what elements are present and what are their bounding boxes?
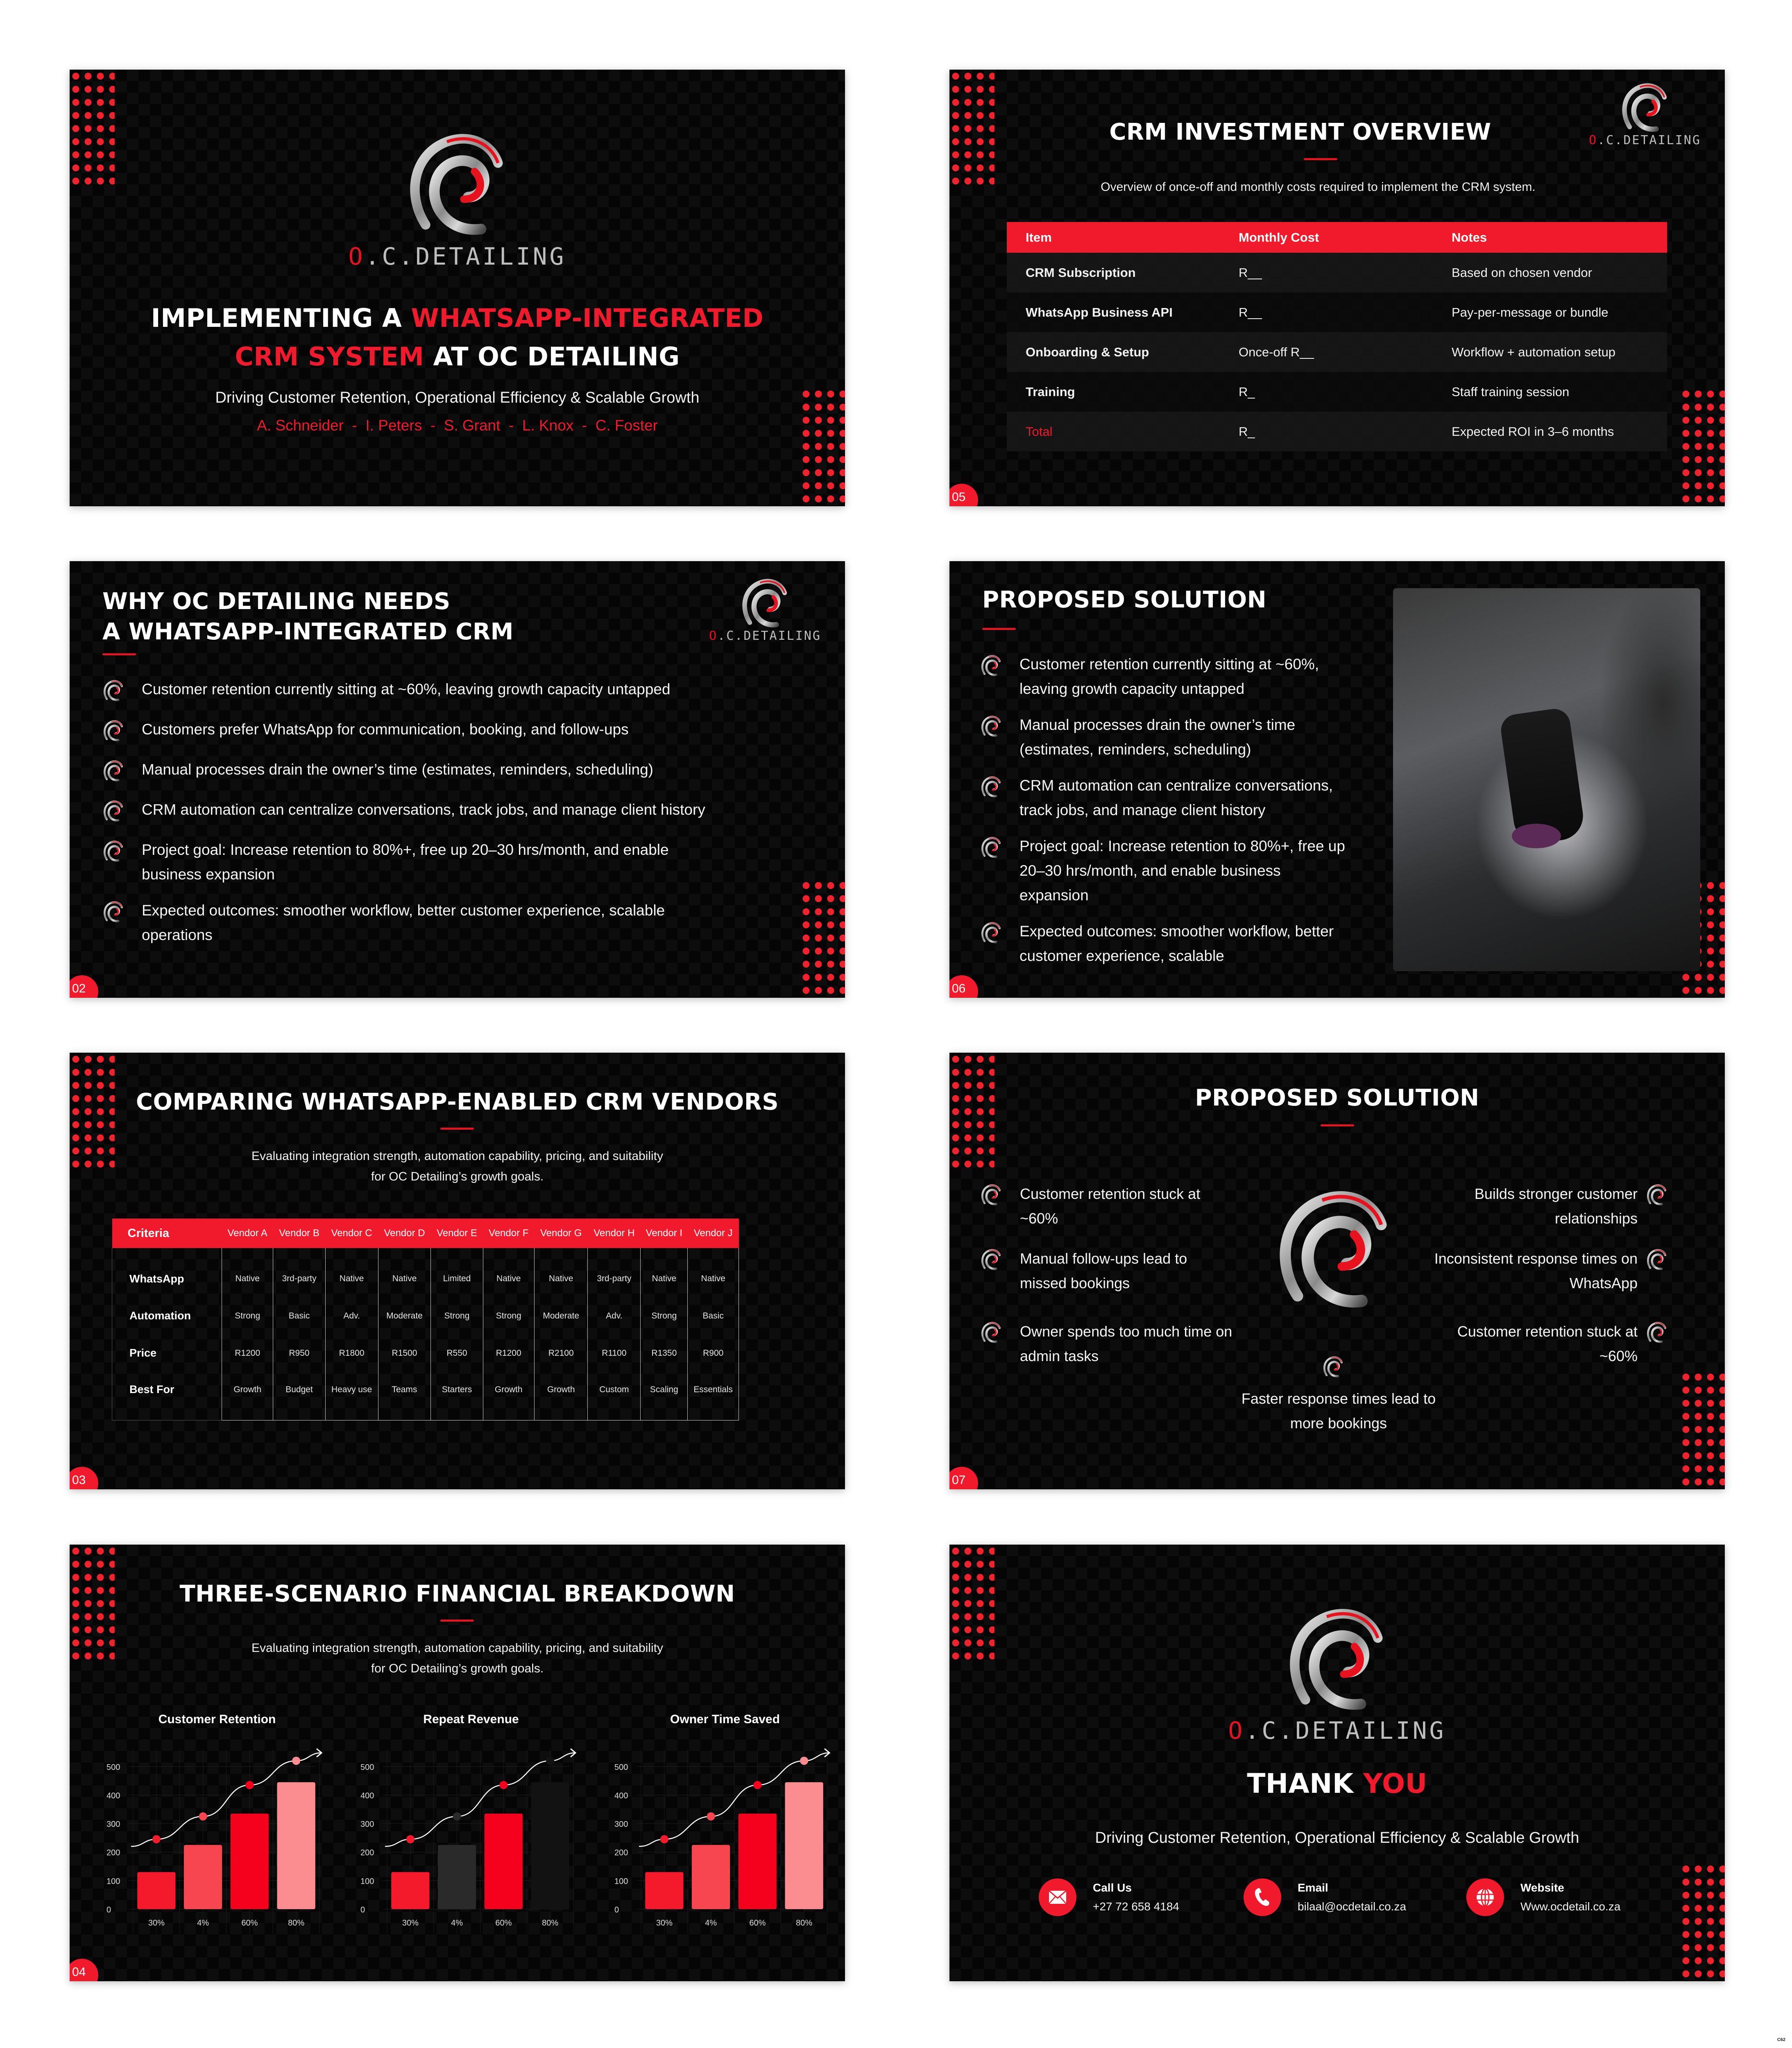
decorative-dots [1680, 1862, 1725, 1981]
list-item: Manual processes drain the owner’s time (estimates, reminders, scheduling) [102, 757, 717, 782]
list-item: Expected outcomes: smoother workflow, better customer experience, scalable operations [102, 898, 717, 947]
slide-vendor-comparison[interactable] [70, 1053, 845, 1489]
chart-owner-time-saved: Owner Time Saved 0 100 200 300 400 500 30% 4% 60% 80% [602, 1713, 845, 1942]
table-row: Onboarding & Setup Once-off R__ Workflow + automation setup [1007, 332, 1667, 372]
list-item: CRM automation can centralize conversations, track jobs, and manage client history [980, 773, 1349, 822]
table-row-total: Total R_ Expected ROI in 3–6 months [1007, 412, 1667, 451]
investment-table [1007, 222, 1667, 451]
slide-number-badge: 07 [949, 1467, 978, 1489]
svg-text:30%: 30% [656, 1919, 673, 1928]
column-header: Vendor D [378, 1219, 431, 1248]
chart-repeat-revenue: Repeat Revenue 0 100 200 300 400 500 30% 4% 60% 80% [348, 1713, 594, 1942]
slide-proposed-solution-diagram[interactable] [949, 1053, 1725, 1489]
company-logo: O.C.DETAILING [1577, 82, 1713, 147]
list-item: Project goal: Increase retention to 80%+, free up 20–30 hrs/month, and enable business expansion [980, 834, 1349, 908]
svg-text:400: 400 [614, 1791, 628, 1801]
table-row: Best For Growth Budget Heavy use Teams Starters Growth Growth Custom Scaling Essentials [112, 1372, 739, 1420]
column-header: Vendor F [483, 1219, 534, 1248]
swirl-bullet-icon [1322, 1356, 1344, 1378]
outcome-text: Faster response times lead to more bookings [1241, 1390, 1436, 1432]
central-swirl-logo-icon [1265, 1188, 1404, 1311]
decorative-dots [1680, 1371, 1725, 1489]
svg-text:0: 0 [360, 1905, 365, 1914]
polisher-pad [1512, 824, 1561, 848]
slide-number-badge: 05 [949, 484, 978, 506]
slide-why-crm[interactable] [70, 561, 845, 998]
presentation-title: IMPLEMENTING A WHATSAPP-INTEGRATED CRM SYSTEM AT OC DETAILING [151, 303, 764, 372]
svg-text:100: 100 [360, 1877, 374, 1886]
column-header: Vendor I [641, 1219, 688, 1248]
svg-text:100: 100 [106, 1877, 120, 1886]
column-header: Vendor B [273, 1219, 325, 1248]
swirl-bullet-icon [102, 760, 125, 782]
bullet-list [980, 652, 1349, 985]
column-header: Notes [1433, 222, 1667, 253]
mail-icon [1039, 1878, 1076, 1916]
svg-text:0: 0 [106, 1905, 111, 1914]
title-underline [440, 1128, 474, 1130]
slide-title: PROPOSED SOLUTION [982, 587, 1267, 613]
swirl-bullet-icon [980, 1248, 1002, 1271]
svg-text:60%: 60% [495, 1919, 512, 1928]
table-row: CRM Subscription R__ Based on chosen vendor [1007, 253, 1667, 292]
list-item: Project goal: Increase retention to 80%+, free up 20–30 hrs/month, and enable business expansion [102, 838, 717, 887]
bar-line-chart [94, 1741, 340, 1942]
swirl-bullet-icon [980, 922, 1002, 944]
column-header: Vendor G [534, 1219, 588, 1248]
svg-text:300: 300 [614, 1820, 628, 1829]
swirl-logo-icon [1276, 1606, 1399, 1713]
svg-text:4%: 4% [451, 1919, 463, 1928]
svg-text:500: 500 [106, 1763, 120, 1772]
authors: A. Schneider - I. Peters - S. Grant - L. Knox - C. Foster [257, 417, 658, 434]
company-logo: O.C.DETAILING [698, 578, 833, 643]
slide-title: THREE-SCENARIO FINANCIAL BREAKDOWN [179, 1581, 735, 1607]
svg-text:500: 500 [360, 1763, 374, 1772]
company-logo: O.C.DETAILING [949, 1606, 1725, 1744]
svg-text:400: 400 [360, 1791, 374, 1801]
swirl-bullet-icon [102, 680, 125, 702]
swirl-bullet-icon [102, 800, 125, 822]
title-underline [440, 1620, 474, 1622]
svg-text:500: 500 [614, 1763, 628, 1772]
swirl-bullet-icon [102, 840, 125, 862]
svg-text:300: 300 [106, 1820, 120, 1829]
column-header: Vendor H [588, 1219, 641, 1248]
svg-text:80%: 80% [542, 1919, 559, 1928]
slide-title[interactable] [70, 70, 845, 506]
closing-subtitle: Driving Customer Retention, Operational Efficiency & Scalable Growth [1095, 1829, 1579, 1846]
column-header: Monthly Cost [1220, 222, 1433, 253]
table-row: Automation Strong Basic Adv. Moderate Strong Strong Moderate Adv. Strong Basic [112, 1297, 739, 1334]
table-row: Training R_ Staff training session [1007, 372, 1667, 412]
swirl-bullet-icon [980, 776, 1002, 798]
title-underline [982, 628, 1016, 630]
slide-number-badge: 04 [70, 1959, 98, 1981]
swirl-logo-icon [734, 578, 796, 629]
svg-text:30%: 30% [148, 1919, 165, 1928]
slide-subtitle: Evaluating integration strength, automation capability, pricing, and suitability for OC Detailing’s growth goals. [251, 1641, 664, 1675]
slide-subtitle: Overview of once-off and monthly costs required to implement the CRM system. [1101, 180, 1536, 194]
contact-website[interactable]: Website Www.ocdetail.co.za [1466, 1878, 1620, 1916]
company-logo: O.C.DETAILING [70, 131, 845, 270]
svg-text:400: 400 [106, 1791, 120, 1801]
column-header: Vendor E [431, 1219, 483, 1248]
column-header: Vendor J [688, 1219, 739, 1248]
svg-text:80%: 80% [796, 1919, 813, 1928]
table-row: Price R1200 R950 R1800 R1500 R550 R1200 R2100 R1100 R1350 R900 [112, 1334, 739, 1372]
problem-text: Owner spends too much time on admin tasks [1020, 1323, 1232, 1364]
column-header: Criteria [112, 1219, 222, 1248]
slide-title: WHY OC DETAILING NEEDS A WHATSAPP-INTEGRATED CRM [102, 588, 514, 645]
swirl-bullet-icon [102, 901, 125, 923]
decorative-dots [1680, 387, 1725, 506]
slide-title: CRM INVESTMENT OVERVIEW [1109, 119, 1491, 145]
svg-text:60%: 60% [749, 1919, 766, 1928]
svg-text:60%: 60% [241, 1919, 258, 1928]
bar-line-chart [348, 1741, 594, 1942]
swirl-bullet-icon [1646, 1248, 1668, 1271]
decorative-dots [800, 879, 845, 998]
list-item: Customer retention currently sitting at ~60%, leaving growth capacity untapped [980, 652, 1349, 701]
globe-icon [1466, 1878, 1504, 1916]
column-header: Vendor A [222, 1219, 273, 1248]
swirl-bullet-icon [1646, 1184, 1668, 1206]
page-tag: C62 [1777, 2037, 1785, 2042]
swirl-bullet-icon [980, 715, 1002, 737]
list-item: Expected outcomes: smoother workflow, better customer experience, scalable [980, 919, 1349, 968]
swirl-logo-icon [396, 131, 519, 238]
contact-call[interactable]: Call Us +27 72 658 4184 [1039, 1878, 1179, 1916]
swirl-bullet-icon [102, 720, 125, 742]
table-row: WhatsApp Business API R__ Pay-per-message or bundle [1007, 292, 1667, 332]
list-item: Customers prefer WhatsApp for communication, booking, and follow-ups [102, 717, 717, 742]
slide-number-badge: 03 [70, 1467, 98, 1489]
list-item: Customer retention currently sitting at ~60%, leaving growth capacity untapped [102, 677, 717, 702]
svg-text:0: 0 [614, 1905, 619, 1914]
table-row: WhatsApp Native 3rd-party Native Native Limited Native Native 3rd-party Native Native [112, 1248, 739, 1297]
swirl-bullet-icon [980, 1184, 1002, 1206]
swirl-bullet-icon [980, 1321, 1002, 1343]
slide-number-badge: 06 [949, 975, 978, 998]
svg-text:200: 200 [614, 1848, 628, 1858]
slide-number-badge: 02 [70, 975, 98, 998]
chart-customer-retention: Customer Retention 0 100 200 300 400 500 30% 4% 60% 80% [94, 1713, 340, 1942]
benefit-text: Inconsistent response times on WhatsApp [1434, 1250, 1638, 1291]
problem-text: Manual follow-ups lead to missed bookings [1020, 1250, 1187, 1291]
svg-text:200: 200 [106, 1848, 120, 1858]
benefit-text: Customer retention stuck at ~60% [1457, 1323, 1638, 1364]
list-item: Manual processes drain the owner’s time (estimates, reminders, scheduling) [980, 713, 1349, 762]
bullet-list [102, 677, 717, 964]
bar-line-chart [602, 1741, 845, 1942]
title-underline [1321, 1124, 1354, 1126]
svg-text:200: 200 [360, 1848, 374, 1858]
problem-text: Customer retention stuck at ~60% [1020, 1185, 1201, 1227]
car-detailing-photo [1393, 588, 1700, 971]
decorative-dots [949, 1053, 995, 1171]
contact-email[interactable]: Email bilaal@ocdetail.co.za [1244, 1878, 1406, 1916]
benefit-text: Builds stronger customer relationships [1474, 1185, 1638, 1227]
column-header: Item [1007, 222, 1220, 253]
slide-investment-overview[interactable] [949, 70, 1725, 506]
column-header: Vendor C [325, 1219, 378, 1248]
slide-title: PROPOSED SOLUTION [1195, 1085, 1479, 1111]
list-item: CRM automation can centralize conversations, track jobs, and manage client history [102, 797, 717, 822]
title-underline [1304, 158, 1337, 160]
swirl-bullet-icon [980, 836, 1002, 859]
title-underline [102, 653, 136, 655]
svg-text:100: 100 [614, 1877, 628, 1886]
slide-title: COMPARING WHATSAPP-ENABLED CRM VENDORS [136, 1089, 779, 1115]
slide-thank-you[interactable] [949, 1545, 1725, 1981]
phone-icon [1244, 1878, 1281, 1916]
thank-you-heading: THANK YOU [1247, 1768, 1427, 1799]
svg-text:4%: 4% [197, 1919, 209, 1928]
swirl-bullet-icon [1646, 1321, 1668, 1343]
svg-text:30%: 30% [402, 1919, 419, 1928]
presentation-subtitle: Driving Customer Retention, Operational Efficiency & Scalable Growth [215, 389, 700, 406]
slide-proposed-solution-photo[interactable] [949, 561, 1725, 998]
svg-text:4%: 4% [705, 1919, 717, 1928]
swirl-bullet-icon [980, 655, 1002, 677]
slide-financial-breakdown[interactable] [70, 1545, 845, 1981]
vendor-comparison-table [112, 1219, 739, 1420]
svg-text:300: 300 [360, 1820, 374, 1829]
svg-text:80%: 80% [288, 1919, 305, 1928]
slide-subtitle: Evaluating integration strength, automation capability, pricing, and suitability for OC Detailing’s growth goals. [251, 1149, 664, 1183]
